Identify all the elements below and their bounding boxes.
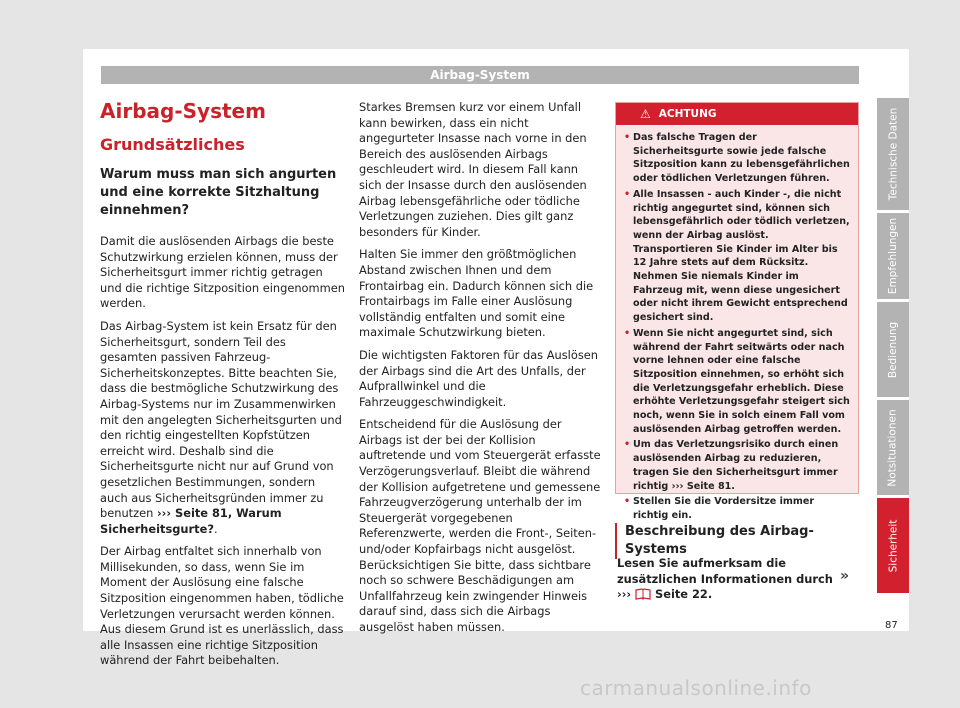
paragraph: Damit die auslösenden Airbags die beste Schutzwirkung erzielen können, muss der Sicherheitsgurt immer richtig getragen und die richtige Sitzposition eingenommen werden. [100, 234, 345, 311]
bullet-icon: • [624, 496, 631, 508]
section-heading: Beschreibung des Airbag-Systems [615, 523, 859, 559]
tab-label: Technische Daten [887, 107, 900, 201]
column-middle [359, 100, 601, 643]
warning-item [624, 188, 850, 325]
tab-label: Sicherheit [887, 519, 900, 572]
warning-item-text: Stellen Sie die Vordersitze immer richtig ein. [633, 496, 815, 521]
bullet-icon: • [624, 439, 631, 451]
warning-item [624, 327, 850, 437]
warning-body [616, 125, 858, 531]
section-text-pre: Lesen Sie aufmerksam die zusätzlichen Informationen durch ››› [617, 556, 833, 602]
paragraph: Der Airbag entfaltet sich innerhalb von Millisekunden, so dass, wenn Sie im Moment der Auslösung eine falsche Sitzposition eingenommen haben, tödliche Verletzungen verursacht werden können. Aus diesem Grund ist es unerlässlich, dass alle Insassen eine richtige Sitzposition während der Fahrt beibehalten. [100, 544, 344, 668]
warning-item [624, 131, 850, 186]
continue-arrow-icon: » [840, 568, 850, 584]
paragraph-end: . [213, 521, 218, 536]
page-number: 87 [885, 620, 898, 631]
tab-empfehlungen[interactable] [877, 213, 909, 299]
tab-bedienung[interactable] [877, 302, 909, 397]
section-page-ref[interactable]: Seite 22. [655, 587, 713, 602]
warning-item-text: Das falsche Tragen der Sicherheitsgurte sowie jede falsche Sitzposition kann zu lebensgefährlichen oder tödlichen Verletzungen führen. [633, 132, 850, 185]
section-title: Grundsätzliches [100, 135, 245, 154]
warning-label: ACHTUNG [658, 108, 717, 120]
bullet-icon: • [624, 327, 631, 339]
paragraph [100, 319, 345, 537]
warning-item [624, 495, 850, 522]
warning-item-text: Um das Verletzungsrisiko durch einen auslösenden Airbag zu reduzieren, tragen Sie den Sicherheitsgurt immer richtig ››› Seite 81. [633, 439, 839, 492]
warning-triangle-icon: ⚠ [640, 107, 651, 121]
watermark: carmanualsonline.info [580, 676, 812, 700]
tab-label: Empfehlungen [887, 217, 900, 295]
tab-technische-daten[interactable] [877, 98, 909, 210]
subsection-title: Warum muss man sich angurten und eine korrekte Sitzhaltung einnehmen? [100, 167, 337, 218]
cross-reference-link[interactable]: ››› Seite 81, Warum Sicherheitsgurte? [100, 506, 282, 536]
paragraph: Entscheidend für die Auslösung der Airbags ist der bei der Kollision auftretende und vom Steuergerät erfasste Verzögerungsverlauf. Bleibt die während der Kollision aufgetretene und gemessene Fahrzeugverzögerung unterhalb der im Steuergerät vorgegebenen Referenzwerte, werden die Front-, Seiten- und/oder Kopfairbags nicht ausgelöst. Berücksichtigen Sie bitte, dass sichtbare noch so schwere Beschädigungen am Unfallfahrzeug kein zwingender Hinweis darauf sind, dass sich die Airbags ausgelöst haben müssen. [359, 417, 601, 634]
side-tabs [877, 98, 909, 596]
warning-item-text: Alle Insassen - auch Kinder -, die nicht richtig angegurtet sind, können sich lebensgefährlich oder tödlich verletzen, wenn der Airbag auslöst. Transportieren Sie Kinder im Alter bis 12 Jahre stets auf dem Rücksitz. Nehmen Sie niemals Kinder im Fahrzeug mit, wenn diese ungesichert oder nicht ihrem Gewicht entsprechend gesichert sind. [633, 188, 850, 324]
warning-list [624, 131, 850, 523]
tab-label: Bedienung [887, 321, 899, 378]
warning-item [624, 438, 850, 493]
column-left [100, 98, 345, 676]
page-header: Airbag-System [101, 66, 859, 84]
warning-header [616, 103, 858, 125]
paragraph: Halten Sie immer den größtmöglichen Abstand zwischen Ihnen und dem Frontairbag ein. Dadurch können sich die Frontairbags im Falle einer Auslösung vollständig entfalten und somit eine maximale Schutzwirkung bieten. [359, 247, 594, 340]
tab-sicherheit[interactable] [877, 498, 909, 593]
tab-notsituationen[interactable] [877, 400, 909, 495]
bullet-icon: • [624, 188, 631, 200]
section-text [617, 556, 837, 603]
paragraph: Die wichtigsten Faktoren für das Auslösen der Airbags sind die Art des Unfalls, der Aufprallwinkel und die Fahrzeuggeschwindigkeit. [359, 347, 598, 409]
book-icon[interactable] [635, 588, 651, 600]
warning-item-text: Wenn Sie nicht angegurtet sind, sich während der Fahrt seitwärts oder nach vorne lehnen oder eine falsche Sitzposition einnehmen, so erhöht sich die Verletzungsgefahr erheblich. Diese erhöhte Verletzungsgefahr steigert sich noch, wenn Sie in solch einem Fall vom auslösenden Airbag getroffen werden. [633, 327, 850, 435]
warning-box [615, 102, 859, 521]
bullet-icon: • [624, 132, 631, 143]
tab-label: Notsituationen [887, 408, 899, 487]
paragraph-text: Das Airbag-System ist kein Ersatz für den Sicherheitsgurt, sondern Teil des gesamten passiven Fahrzeug-Sicherheitskonzeptes. Bitte beachten Sie, dass die bestmögliche Schutzwirkung des Airbag-Systems nur im Zusammenwirken mit den angelegten Sicherheitsgurten und den richtig eingestellten Kopfstützen erreicht wird. Deshalb sind die Sicherheitsgurte nicht nur auf Grund von gesetzlichen Bestimmungen, sondern auch aus Sicherheitsgründen immer zu benutzen [100, 318, 342, 521]
paragraph: Starkes Bremsen kurz vor einem Unfall kann bewirken, dass ein nicht angegurteter Insasse nach vorne in den Bereich des auslösenden Airbags geschleudert wird. In diesem Fall kann sich der Insasse durch den auslösenden Airbag lebensgefährliche oder tödliche Verletzungen zuziehen. Dies gilt ganz besonders für Kinder. [359, 100, 587, 239]
chapter-title: Airbag-System [100, 99, 266, 123]
